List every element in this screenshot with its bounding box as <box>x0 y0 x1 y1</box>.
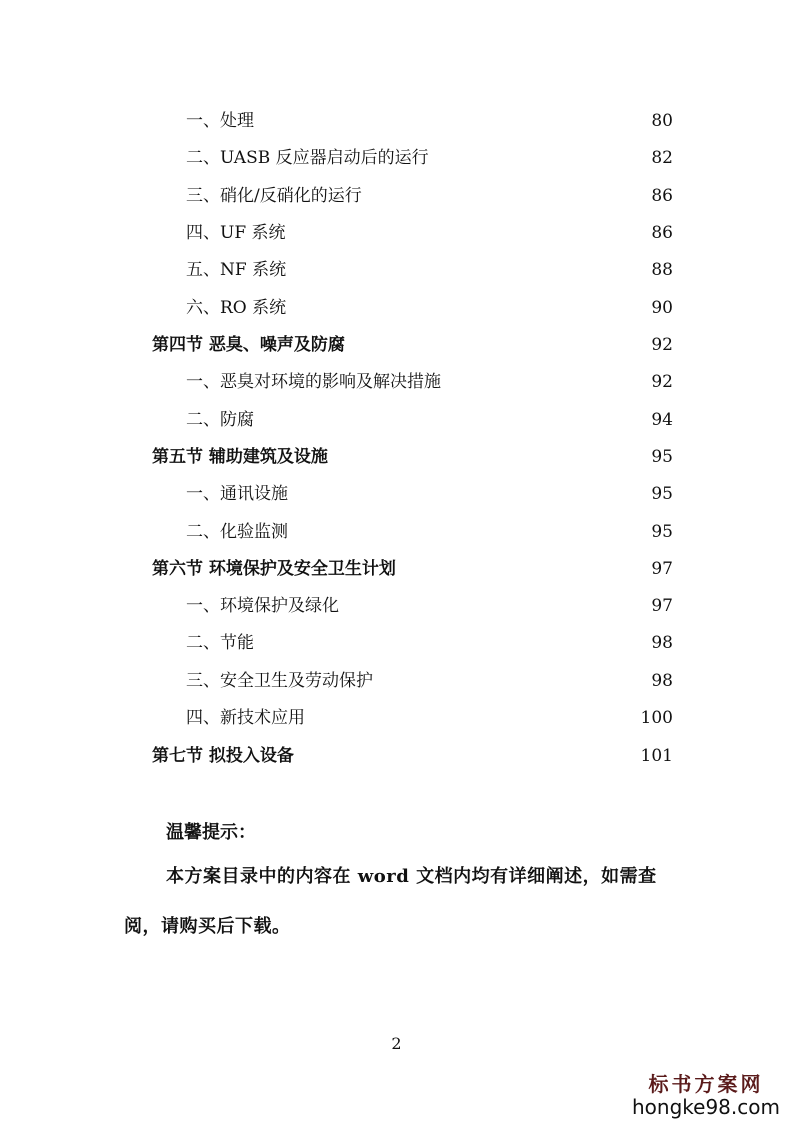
toc-entry-label: 二、UASB 反应器启动后的运行 <box>186 148 429 168</box>
page-number: 2 <box>391 1034 402 1053</box>
toc-leader-dots <box>292 479 645 499</box>
toc-entry[interactable] <box>186 405 673 431</box>
toc-entry-page: 92 <box>651 372 673 392</box>
toc-section-entry[interactable] <box>152 330 673 356</box>
toc-entry[interactable] <box>186 591 673 617</box>
toc-entry-page: 97 <box>651 596 673 616</box>
toc-entry[interactable] <box>186 218 673 244</box>
toc-entry-label: 第六节 环境保护及安全卫生计划 <box>152 559 396 579</box>
toc-entry-label: 六、RO 系统 <box>186 298 287 318</box>
toc-entry-page: 98 <box>651 671 673 691</box>
toc-section-entry[interactable] <box>152 442 673 468</box>
toc-entry[interactable] <box>186 517 673 543</box>
toc-entry-page: 95 <box>651 522 673 542</box>
toc-entry-page: 86 <box>651 186 673 206</box>
toc-entry[interactable] <box>186 666 673 692</box>
toc-leader-dots <box>400 554 645 574</box>
toc-entry-label: 一、通讯设施 <box>186 484 288 504</box>
toc-entry-label: 一、环境保护及绿化 <box>186 596 339 616</box>
toc-section-entry[interactable] <box>152 741 673 767</box>
toc-entry-page: 94 <box>651 410 673 430</box>
toc-leader-dots <box>258 106 645 126</box>
toc-leader-dots <box>258 628 645 648</box>
watermark-brand: 标书方案网 <box>648 1072 764 1096</box>
toc-entry[interactable] <box>186 106 673 132</box>
toc-entry[interactable] <box>186 255 673 281</box>
toc-leader-dots <box>433 143 646 163</box>
toc-entry-label: 第七节 拟投入设备 <box>152 746 294 766</box>
toc-leader-dots <box>292 517 645 537</box>
toc-entry-page: 80 <box>651 111 673 131</box>
toc-leader-dots <box>309 703 635 723</box>
toc-entry[interactable] <box>186 479 673 505</box>
toc-leader-dots <box>366 181 646 201</box>
tip-heading: 温馨提示： <box>166 822 256 843</box>
toc-entry[interactable] <box>186 293 673 319</box>
toc-entry-label: 二、化验监测 <box>186 522 288 542</box>
toc-entry-page: 82 <box>651 148 673 168</box>
toc-leader-dots <box>258 405 645 425</box>
toc-entry-label: 二、防腐 <box>186 410 254 430</box>
toc-entry-label: 二、节能 <box>186 633 254 653</box>
toc-entry[interactable] <box>186 181 673 207</box>
toc-entry-label: 四、UF 系统 <box>186 223 286 243</box>
watermark-url: hongke98.com <box>632 1095 780 1119</box>
toc-entry-label: 三、安全卫生及劳动保护 <box>186 671 373 691</box>
toc-entry[interactable] <box>186 703 673 729</box>
toc-entry-page: 97 <box>651 559 673 579</box>
toc-entry-page: 90 <box>651 298 673 318</box>
tip-body: 本方案目录中的内容在 word 文档内均有详细阐述，如需查阅，请购买后下载。 <box>124 866 657 937</box>
toc-leader-dots <box>298 741 635 761</box>
toc-leader-dots <box>377 666 645 686</box>
toc-leader-dots <box>290 218 646 238</box>
toc-entry-page: 101 <box>640 746 673 766</box>
toc-entry-label: 三、硝化/反硝化的运行 <box>186 186 362 206</box>
toc-entry-label: 一、恶臭对环境的影响及解决措施 <box>186 372 441 392</box>
toc-entry-label: 第四节 恶臭、噪声及防腐 <box>152 335 345 355</box>
toc-section-entry[interactable] <box>152 554 673 580</box>
toc-leader-dots <box>349 330 645 350</box>
toc-entry-page: 100 <box>640 708 673 728</box>
toc-entry-label: 一、处理 <box>186 111 254 131</box>
toc-leader-dots <box>445 367 645 387</box>
toc-entry-page: 98 <box>651 633 673 653</box>
toc-leader-dots <box>343 591 645 611</box>
toc-entry-page: 92 <box>651 335 673 355</box>
toc-entry-label: 五、NF 系统 <box>186 260 287 280</box>
toc-entry[interactable] <box>186 143 673 169</box>
toc-leader-dots <box>290 293 645 313</box>
toc-leader-dots <box>332 442 645 462</box>
toc-entry-page: 88 <box>651 260 673 280</box>
toc-entry-label: 第五节 辅助建筑及设施 <box>152 447 328 467</box>
toc-entry-page: 95 <box>651 484 673 504</box>
toc-entry-label: 四、新技术应用 <box>186 708 305 728</box>
toc-entry[interactable] <box>186 367 673 393</box>
toc-leader-dots <box>290 255 645 275</box>
toc-entry-page: 86 <box>651 223 673 243</box>
toc-entry[interactable] <box>186 628 673 654</box>
site-watermark <box>631 1068 781 1119</box>
toc-entry-page: 95 <box>651 447 673 467</box>
